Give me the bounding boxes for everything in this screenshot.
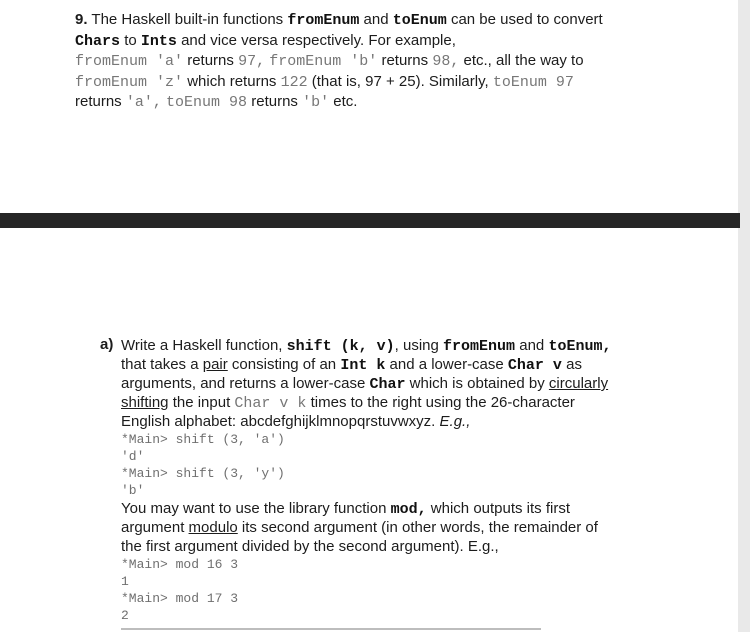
text: You may want to use the library function bbox=[121, 500, 387, 517]
part-a-line: the first argument divided by the second argument). E.g., bbox=[121, 538, 499, 555]
code-example-line: 'b' bbox=[121, 483, 145, 498]
code-chars: Chars bbox=[75, 32, 121, 50]
underlined-pair: pair bbox=[202, 356, 228, 373]
text: returns bbox=[381, 52, 429, 69]
underlined-shifting: shifting bbox=[121, 394, 169, 411]
code-char: Char bbox=[369, 376, 406, 393]
text: argument bbox=[121, 519, 185, 536]
code-example-line: 'd' bbox=[121, 449, 145, 464]
part-a-line bbox=[121, 393, 640, 412]
text: etc. bbox=[333, 93, 358, 110]
text: and vice versa respectively. For example, bbox=[181, 31, 456, 49]
text: which outputs its first bbox=[430, 500, 571, 517]
code-example-line: *Main> shift (3, 'a') bbox=[121, 432, 285, 447]
text: returns bbox=[251, 93, 298, 110]
intro-line-5 bbox=[75, 92, 655, 113]
code-char-v: Char v bbox=[507, 357, 562, 374]
text: as bbox=[566, 356, 582, 373]
text: Write a Haskell function, bbox=[121, 337, 283, 354]
part-a-body bbox=[121, 336, 640, 624]
intro-line-2 bbox=[75, 31, 655, 52]
question-9-intro bbox=[75, 10, 655, 113]
code-example-line: *Main> shift (3, 'y') bbox=[121, 466, 285, 481]
intro-line-1 bbox=[75, 10, 655, 31]
code-example: fromEnum 'b' bbox=[269, 53, 378, 70]
code-example: fromEnum 'z' bbox=[75, 73, 184, 91]
code-example: toEnum 98 bbox=[166, 94, 248, 111]
text: its second argument (in other words, the remainder of bbox=[241, 519, 598, 536]
code-fromEnum: fromEnum bbox=[287, 12, 360, 29]
code-toEnum: toEnum, bbox=[548, 338, 612, 355]
part-a-line bbox=[121, 355, 640, 374]
intro-line-4 bbox=[75, 72, 655, 93]
part-a-line bbox=[121, 518, 640, 537]
question-number: 9. bbox=[75, 11, 88, 28]
part-a-line bbox=[121, 499, 640, 518]
text: and bbox=[363, 11, 389, 28]
code-value: 97, bbox=[238, 53, 266, 70]
text: English alphabet: abcdefghijklmnopqrstuvwxyz. bbox=[121, 413, 436, 430]
text: that takes a bbox=[121, 356, 199, 373]
text: arguments, and returns a lower-case bbox=[121, 375, 366, 392]
code-example-line: *Main> mod 17 3 bbox=[121, 591, 239, 606]
code-fromEnum: fromEnum bbox=[443, 338, 516, 355]
code-example-line: 1 bbox=[121, 574, 129, 589]
cut-off-line bbox=[121, 622, 541, 632]
part-a-label: a) bbox=[100, 336, 114, 353]
code-int-k: Int k bbox=[340, 357, 386, 374]
text: The Haskell built-in functions bbox=[91, 11, 284, 28]
text: can be used to convert bbox=[450, 11, 603, 28]
section-divider bbox=[0, 213, 740, 228]
code-char-v-k: Char v k bbox=[234, 395, 307, 412]
text: times to the right using the 26-character bbox=[310, 394, 575, 411]
text: , using bbox=[394, 337, 439, 354]
text: to bbox=[124, 31, 137, 49]
part-a-line bbox=[121, 374, 640, 393]
underlined-circularly: circularly bbox=[548, 375, 609, 392]
page-edge bbox=[738, 0, 750, 632]
text: and bbox=[519, 337, 545, 354]
code-example-line: 2 bbox=[121, 608, 129, 623]
italic-eg: E.g., bbox=[439, 413, 471, 430]
underlined-modulo: modulo bbox=[188, 519, 238, 536]
code-example: fromEnum 'a' bbox=[75, 53, 184, 70]
code-toEnum: toEnum bbox=[392, 12, 447, 29]
code-example: toEnum 97 bbox=[492, 73, 574, 91]
text: which returns bbox=[187, 72, 277, 90]
text: which is obtained by bbox=[409, 375, 545, 392]
text: and a lower-case bbox=[389, 356, 504, 373]
code-mod: mod, bbox=[390, 501, 427, 518]
part-a-line bbox=[121, 336, 640, 355]
text: etc., all the way to bbox=[463, 52, 584, 69]
text: the input bbox=[172, 394, 231, 411]
code-shift-signature: shift (k, v) bbox=[286, 338, 395, 355]
part-a-line bbox=[121, 412, 640, 431]
text: (that is, 97 + 25). Similarly, bbox=[311, 72, 489, 90]
code-ints: Ints bbox=[140, 32, 177, 50]
intro-line-3 bbox=[75, 51, 655, 72]
code-value: 122 bbox=[280, 73, 308, 91]
text: returns bbox=[187, 52, 234, 69]
code-example-line: *Main> mod 16 3 bbox=[121, 557, 239, 572]
text: returns bbox=[75, 93, 122, 110]
code-value: 'a', bbox=[125, 94, 162, 111]
code-value: 'b' bbox=[302, 94, 330, 111]
text: consisting of an bbox=[231, 356, 337, 373]
code-value: 98, bbox=[432, 53, 460, 70]
